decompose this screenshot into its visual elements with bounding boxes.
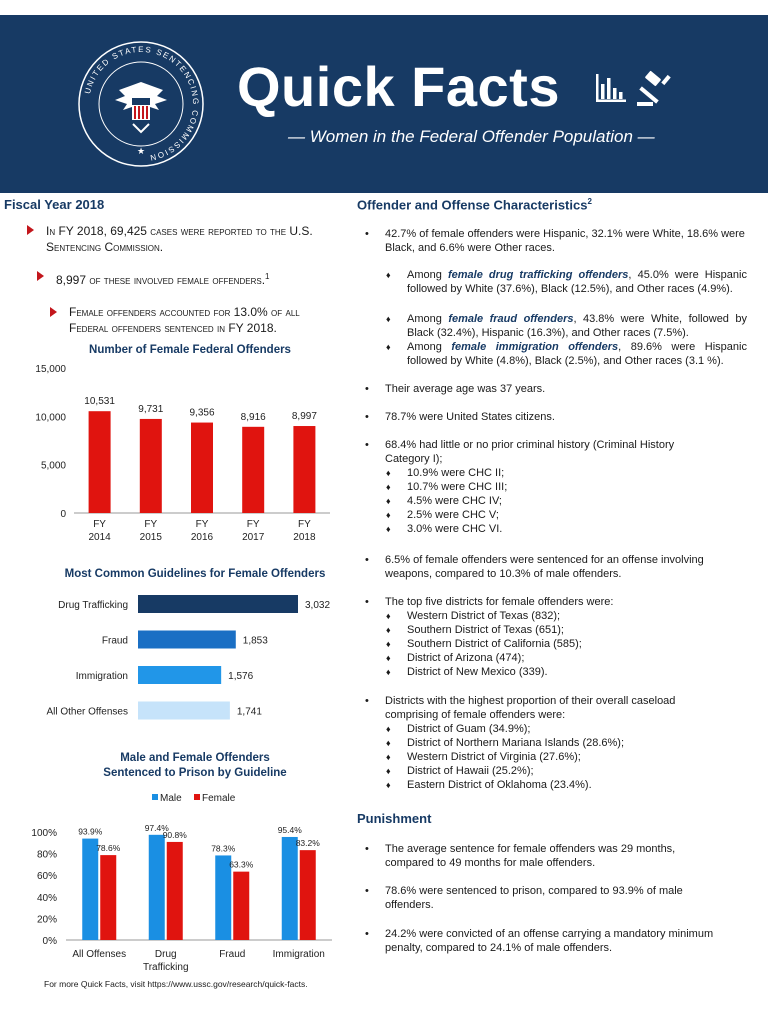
race-drug-pre: Among xyxy=(407,269,448,281)
bar xyxy=(138,666,221,684)
prison-text: 78.6% were sentenced to prison, compared to 93.9% of male offenders. xyxy=(385,885,683,911)
proportion-item: • Districts with the highest proportion of their overall caseload comprising of female offenders were: xyxy=(357,694,747,722)
punishment-heading: Punishment xyxy=(357,811,432,826)
fiscal-year-heading: Fiscal Year 2018 xyxy=(4,197,105,212)
gavel-icon xyxy=(637,71,671,106)
race-drug-item: ♦ Among female drug trafficking offenders, 45.0% were Hispanic followed by White (37.6%), Black (12.5%), and Other races (4.9%). xyxy=(386,269,747,295)
chc-item: 2.5% were CHC V; xyxy=(407,509,499,521)
bullet-cases-line1: In FY 2018, 69,425 cases were reported to the U.S. xyxy=(46,224,313,238)
bar-value-label: 90.8% xyxy=(162,829,187,840)
race-fraud-post: , 43.8% were White, followed by Black (32.4%), Hispanic (16.3%), and Other races (7.5%). xyxy=(407,313,747,339)
proportion-district-item: District of Hawaii (25.2%); xyxy=(407,765,534,777)
districts-list: ♦ Western District of Texas (832); ♦ Southern District of Texas (651); ♦ Southern District of California (585); ♦ District of Arizona (474); ♦ District of New Mexico (339). xyxy=(384,609,747,679)
citizens-item: • 78.7% were United States citizens. xyxy=(357,410,747,424)
bullet-cases-line2: Sentencing Commission. xyxy=(46,240,164,254)
bar xyxy=(138,702,230,720)
footnote-1: 1 xyxy=(265,272,270,281)
bar xyxy=(138,595,298,613)
weapons-item: • 6.5% of female offenders were sentenced for an offense involving weapons, compared to 10.3% of male offenders. xyxy=(357,553,747,581)
race-imm-em: female immigration offenders xyxy=(451,341,619,353)
category-label: All Other Offenses xyxy=(46,706,128,718)
y-tick-label: 80% xyxy=(36,849,57,861)
bullet-share-line1: Female offenders accounted for 13.0% of all xyxy=(69,305,300,319)
y-tick-label: 15,000 xyxy=(35,364,66,375)
age-item: • Their average age was 37 years. xyxy=(357,382,747,396)
category-label: Fraud xyxy=(101,635,128,647)
female-offenders-bar-chart xyxy=(0,360,350,550)
male-bar xyxy=(282,837,298,940)
chart3-title-line1: Male and Female Offenders xyxy=(120,752,270,764)
chc-list: ♦ 10.9% were CHC II; ♦ 10.7% were CHC III; ♦ 4.5% were CHC IV; ♦ 2.5% were CHC V; ♦ 3.0% were CHC VI. xyxy=(384,466,747,536)
district-item: District of Arizona (474); xyxy=(407,652,525,664)
bar-value-label: 1,741 xyxy=(236,706,262,718)
y-tick-label: 20% xyxy=(36,914,57,926)
district-item: District of New Mexico (339). xyxy=(407,666,548,678)
y-tick-label: 100% xyxy=(31,828,57,839)
race-drug-post: , 45.0% were Hispanic followed by White (37.6%), Black (12.5%), and Other races (4.9%). xyxy=(407,269,747,295)
chart3-title xyxy=(40,751,350,781)
x-tick-label: Immigration xyxy=(272,949,325,960)
district-item: Southern District of Texas (651); xyxy=(407,624,564,636)
chart2-title: Most Common Guidelines for Female Offenders xyxy=(64,568,326,580)
y-tick-label: 5,000 xyxy=(40,460,66,472)
y-tick-label: 0% xyxy=(42,936,57,947)
legend-male-swatch xyxy=(152,794,158,800)
race-text: 42.7% of female offenders were Hispanic, 32.1% were White, 18.6% were Black, and 6.6% were Other races. xyxy=(385,228,745,254)
mandatory-item: • 24.2% were convicted of an offense carrying a mandatory minimum penalty, compared to 24.1% of male offenders. xyxy=(357,927,747,955)
weapons-text: 6.5% of female offenders were sentenced for an offense involving weapons, compared to 10.3% of male offenders. xyxy=(385,554,704,580)
bullet-cases-reported xyxy=(46,223,346,255)
sentence-text: The average sentence for female offenders was 29 months, compared to 49 months for male offenders. xyxy=(385,843,676,869)
bar-value-label: 1,853 xyxy=(242,635,268,647)
race-imm-pre: Among xyxy=(407,341,452,353)
bar xyxy=(138,631,236,649)
y-tick-label: 40% xyxy=(36,892,57,904)
chc-item: 10.9% were CHC II; xyxy=(407,467,505,479)
district-item: Southern District of California (585); xyxy=(407,638,582,650)
x-tick-label: FY xyxy=(298,519,311,530)
prison-item: • 78.6% were sentenced to prison, compared to 93.9% of male offenders. xyxy=(357,884,747,912)
characteristics-title: Offender and Offense Characteristics xyxy=(357,197,588,213)
category-label: Immigration xyxy=(75,671,128,682)
race-item: • 42.7% of female offenders were Hispanic, 32.1% were White, 18.6% were Black, and 6.6% were Other races. xyxy=(357,227,747,255)
proportion-district-item: District of Northern Mariana Islands (28.6%); xyxy=(407,737,625,749)
bullet-arrow-icon xyxy=(37,271,44,281)
race-fraud-pre: Among xyxy=(407,313,449,325)
bar-value-label: 93.9% xyxy=(78,826,103,837)
history-item: • 68.4% had little or no prior criminal history (Criminal History Category I); xyxy=(357,438,747,466)
bar xyxy=(242,427,264,513)
y-tick-label: 10,000 xyxy=(35,412,66,424)
guidelines-bar-chart xyxy=(0,584,350,730)
bullet-arrow-icon xyxy=(50,307,57,317)
bar xyxy=(293,426,315,513)
x-tick-label: All Offenses xyxy=(72,949,127,960)
category-label: Drug Trafficking xyxy=(58,600,128,611)
female-bar xyxy=(300,850,316,940)
age-text: Their average age was 37 years. xyxy=(385,383,546,395)
history-text: 68.4% had little or no prior criminal history (Criminal History Category I); xyxy=(385,439,675,465)
district-item: Western District of Texas (832); xyxy=(407,610,561,622)
race-imm-post: , 89.6% were Hispanic followed by White (4.8%), Black (2.5%), and Other races (3.1 %). xyxy=(407,341,747,367)
bullet-share-offenders xyxy=(69,304,349,336)
proportion-district-item: Eastern District of Oklahoma (23.4%). xyxy=(407,779,592,791)
y-tick-label: 60% xyxy=(36,871,57,883)
chart1-title: Number of Female Federal Offenders xyxy=(89,344,291,356)
x-tick-label: FY xyxy=(93,519,106,530)
x-tick-label: 2018 xyxy=(293,532,316,543)
prison-by-guideline-chart xyxy=(0,786,350,976)
seal-text: UNITED STATES SENTENCING COMMISSION xyxy=(83,44,201,163)
districts-title: The top five districts for female offenders were: xyxy=(385,596,614,608)
page-title: Quick Facts xyxy=(237,55,560,118)
bar-value-label: 95.4% xyxy=(277,824,302,835)
y-tick-label: 0 xyxy=(60,509,66,520)
proportion-district-item: District of Guam (34.9%); xyxy=(407,723,531,735)
race-fraud-em: female fraud offenders xyxy=(448,313,574,325)
page-subtitle: — Women in the Federal Offender Population — xyxy=(288,127,655,146)
female-bar xyxy=(233,872,249,940)
commission-seal-icon xyxy=(78,32,204,176)
bar-value-label: 8,997 xyxy=(291,411,317,423)
female-bar xyxy=(100,855,116,940)
x-tick-label: 2015 xyxy=(139,532,162,543)
bar-value-label: 78.3% xyxy=(211,843,236,854)
x-tick-label: Drug xyxy=(154,949,177,960)
mandatory-text: 24.2% were convicted of an offense carrying a mandatory minimum penalty, compared to 24.1% of male offenders. xyxy=(385,928,714,954)
bar-value-label: 10,531 xyxy=(84,396,115,408)
x-tick-label: 2016 xyxy=(190,532,214,543)
proportion-list: ♦ District of Guam (34.9%); ♦ District of Northern Mariana Islands (28.6%); ♦ Western District of Virginia (27.6%); ♦ District of Hawaii (25.2%); ♦ Eastern District of Oklahoma (23.4%). xyxy=(384,722,747,792)
x-tick-label: 2017 xyxy=(242,532,265,543)
bar-value-label: 83.2% xyxy=(295,838,320,849)
svg-text:★: ★ xyxy=(136,146,146,156)
bar-chart-icon xyxy=(596,74,626,102)
x-tick-label: FY xyxy=(195,519,209,530)
bar xyxy=(89,411,111,513)
proportion-title: Districts with the highest proportion of their overall caseload comprising of female offenders were: xyxy=(385,695,676,721)
bullet-female-offenders xyxy=(56,269,346,288)
female-bar xyxy=(167,842,183,940)
bar-value-label: 78.6% xyxy=(96,843,121,854)
proportion-district-item: Western District of Virginia (27.6%); xyxy=(407,751,581,763)
male-bar xyxy=(82,839,98,940)
x-tick-label: 2014 xyxy=(88,532,111,543)
legend-male-label: Male xyxy=(160,793,182,804)
bar xyxy=(191,423,213,513)
chart3-title-line2: Sentenced to Prison by Guideline xyxy=(103,767,287,779)
x-tick-label: Trafficking xyxy=(142,962,189,973)
race-fraud-item: ♦ Among female fraud offenders, 43.8% were White, followed by Black (32.4%), Hispanic (16.3%), and Other races (7.5%). xyxy=(386,313,747,339)
race-drug-em: female drug trafficking offenders xyxy=(447,269,629,281)
chc-item: 4.5% were CHC IV; xyxy=(407,495,502,507)
citizens-text: 78.7% were United States citizens. xyxy=(385,411,555,423)
districts-item: • The top five districts for female offenders were: xyxy=(357,595,747,609)
x-tick-label: FY xyxy=(144,519,158,530)
footer-link-text: For more Quick Facts, visit https://www.ussc.gov/research/quick-facts. xyxy=(44,979,308,989)
bullet-share-line2: Federal offenders sentenced in FY 2018. xyxy=(69,321,277,335)
bar-value-label: 9,731 xyxy=(138,403,164,415)
race-immigration-item: ♦ Among female immigration offenders, 89.6% were Hispanic followed by White (4.8%), Black (2.5%), and Other races (3.1 %). xyxy=(386,341,747,367)
chc-item: 3.0% were CHC VI. xyxy=(407,523,503,535)
bullet-female-text: 8,997 of these involved female offenders. xyxy=(56,273,266,287)
chc-item: 10.7% were CHC III; xyxy=(407,481,508,493)
x-tick-label: FY xyxy=(246,519,260,530)
bar-value-label: 97.4% xyxy=(144,822,169,833)
bar-value-label: 9,356 xyxy=(189,407,215,419)
bar xyxy=(140,419,162,513)
bar-value-label: 63.3% xyxy=(229,859,254,870)
sentence-item: • The average sentence for female offenders was 29 months, compared to 49 months for male offenders. xyxy=(357,842,747,870)
bar-value-label: 3,032 xyxy=(305,600,331,611)
legend-female-swatch xyxy=(194,794,200,800)
footnote-2: 2 xyxy=(587,197,592,206)
characteristics-heading xyxy=(357,197,592,212)
male-bar xyxy=(149,835,165,940)
legend-female-label: Female xyxy=(202,793,236,804)
bar-value-label: 8,916 xyxy=(240,411,266,423)
bullet-arrow-icon xyxy=(27,225,34,235)
x-tick-label: Fraud xyxy=(219,949,246,960)
bar-value-label: 1,576 xyxy=(228,671,254,682)
